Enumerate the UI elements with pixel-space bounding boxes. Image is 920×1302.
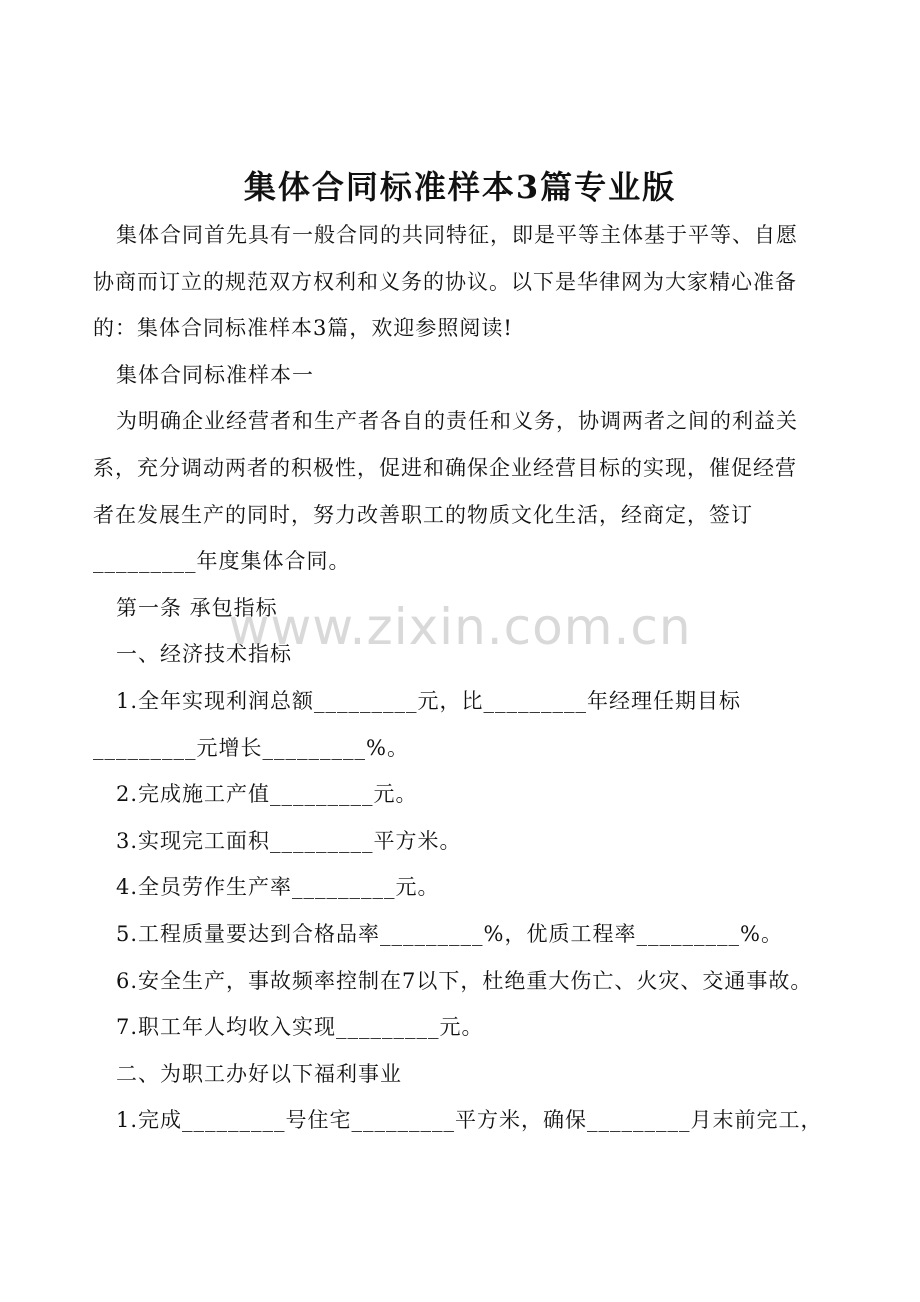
document-title: 集体合同标准样本3篇专业版	[243, 168, 677, 206]
text-line: 二、为职工办好以下福利事业	[116, 1061, 402, 1086]
text-line: 1.完成_________号住宅_________平方米，确保_________月末前完工，	[116, 1108, 823, 1133]
text-line: 6.安全生产，事故频率控制在7以下，杜绝重大伤亡、火灾、交通事故。	[116, 968, 813, 993]
text-line: _________年度集体合同。	[93, 549, 351, 574]
text-line: 系，充分调动两者的积极性，促进和确保企业经营目标的实现，催促经营	[93, 455, 797, 480]
document-body	[93, 212, 843, 1144]
text-line: 4.全员劳作生产率_________元。	[116, 875, 440, 900]
text-line: 的：集体合同标准样本3篇，欢迎参照阅读!	[93, 316, 513, 341]
text-line: _________元增长_________%。	[93, 735, 409, 760]
text-line: 协商而订立的规范双方权利和义务的协议。以下是华律网为大家精心准备	[93, 269, 797, 294]
watermark: www.zixin.com.cn	[228, 598, 692, 656]
text-line: 一、经济技术指标	[116, 642, 292, 667]
text-line: 集体合同标准样本一	[116, 362, 314, 387]
text-line: 1.全年实现利润总额_________元，比_________年经理任期目标	[116, 688, 742, 713]
text-line: 集体合同首先具有一般合同的共同特征，即是平等主体基于平等、自愿	[116, 223, 798, 247]
text-line: 为明确企业经营者和生产者各自的责任和义务，协调两者之间的利益关	[116, 409, 798, 434]
text-line: 者在发展生产的同时，努力改善职工的物质文化生活，经商定，签订	[93, 502, 753, 527]
text-line: 第一条 承包指标	[116, 595, 278, 620]
text-line: 5.工程质量要达到合格品率_________%，优质工程率_________%。	[116, 921, 783, 946]
text-line: 7.职工年人均收入实现_________元。	[116, 1015, 484, 1040]
text-line: 3.实现完工面积_________平方米。	[116, 828, 462, 853]
text-line: 2.完成施工产值_________元。	[116, 782, 418, 807]
